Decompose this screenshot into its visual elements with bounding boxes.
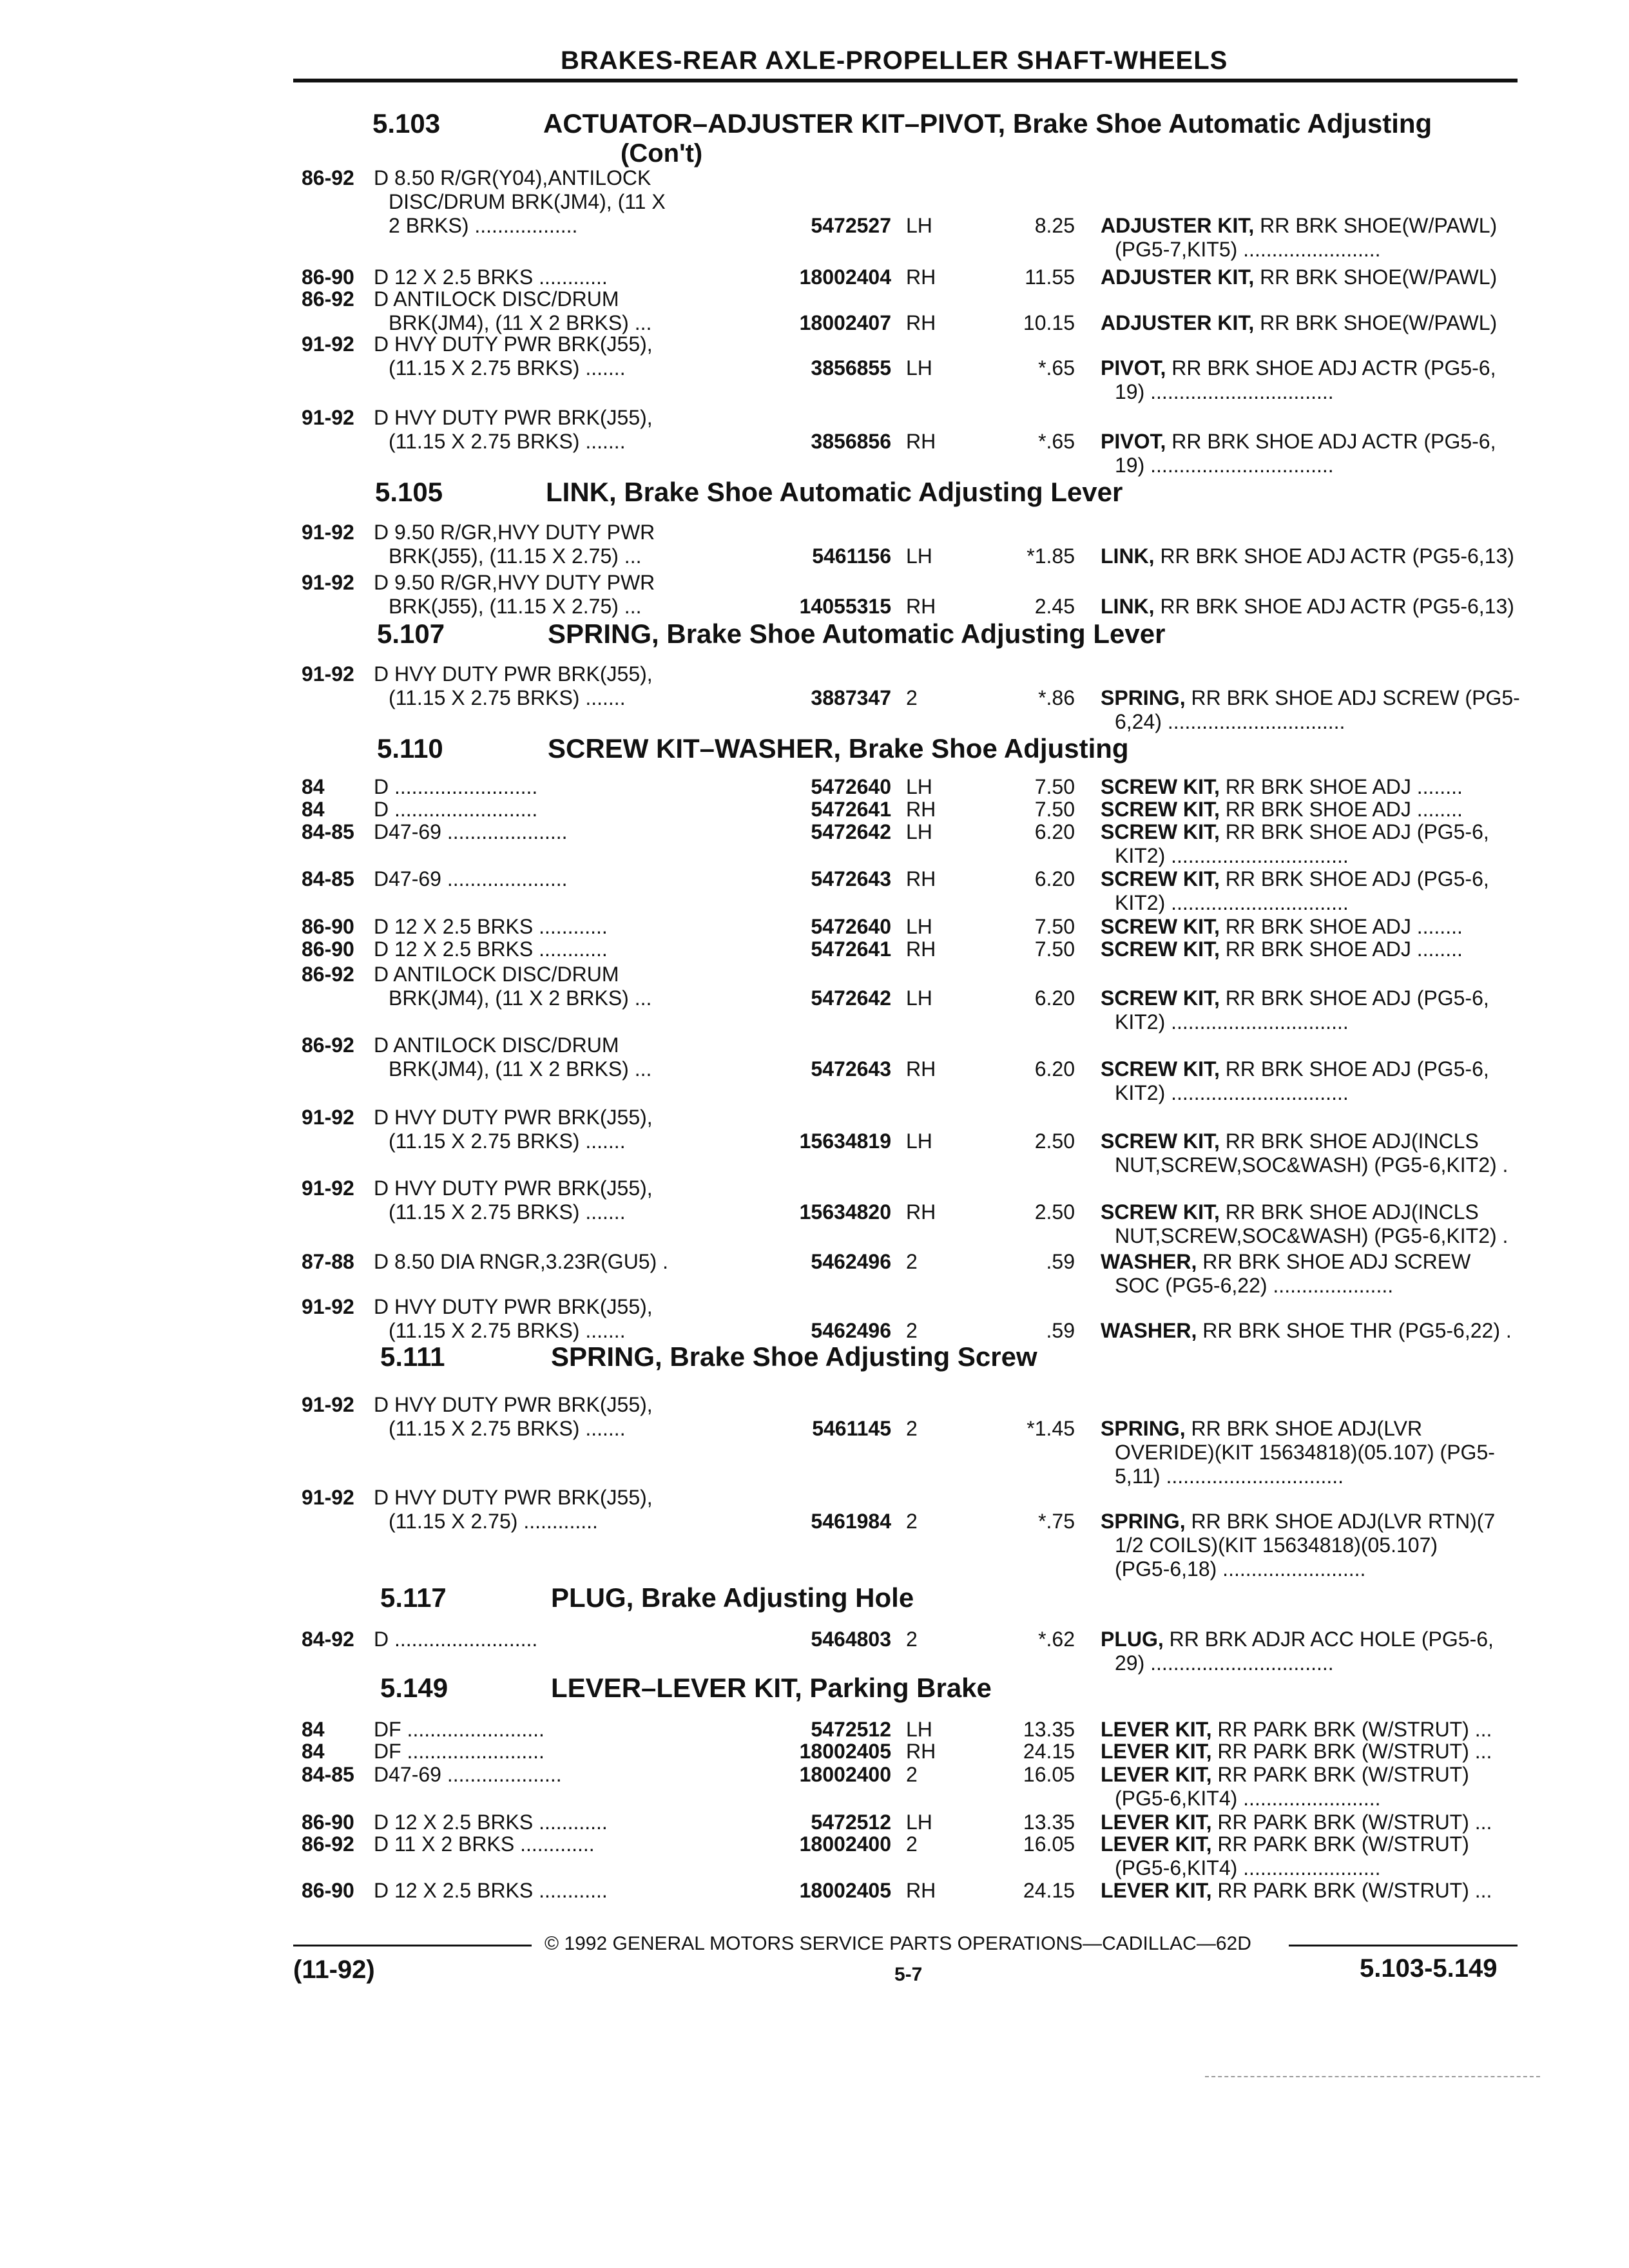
part-name-continued: (PG5-6,KIT4) ........................: [1115, 1856, 1381, 1879]
part-description-line: (11.15 X 2.75 BRKS) .......: [389, 1319, 626, 1342]
part-name: [1101, 798, 1463, 822]
section-number: 5.149: [380, 1673, 448, 1703]
price: 2.45: [1034, 595, 1075, 618]
model-years: 84-92: [302, 1628, 354, 1651]
header-rule: [293, 79, 1518, 82]
quantity: 2: [906, 1319, 918, 1342]
part-description-line: D .........................: [374, 1628, 538, 1651]
part-description-line: D 8.50 R/GR(Y04),ANTILOCK: [374, 166, 651, 189]
part-name-detail: RR BRK SHOE ADJ ........: [1225, 915, 1463, 938]
price: 6.20: [1034, 1057, 1075, 1081]
section-heading: [377, 619, 1537, 657]
model-years: 91-92: [302, 571, 354, 594]
quantity: LH: [906, 1718, 932, 1741]
section-name: SPRING, Brake Shoe Automatic Adjusting Lever: [548, 619, 1166, 649]
part-name: [1101, 430, 1496, 454]
section-number: 5.105: [375, 477, 443, 507]
quantity: RH: [906, 1200, 936, 1224]
model-years: 91-92: [302, 406, 354, 429]
part-name: [1101, 1417, 1422, 1441]
footer-copyright: © 1992 GENERAL MOTORS SERVICE PARTS OPERATIONS—CADILLAC—62D: [545, 1933, 1251, 1954]
part-name-detail: RR BRK SHOE ADJ ACTR (PG5-6,: [1171, 356, 1496, 380]
part-name-detail: RR PARK BRK (W/STRUT) ...: [1217, 1811, 1492, 1834]
price: .59: [1046, 1319, 1075, 1342]
part-name: [1101, 1200, 1479, 1224]
price: 16.05: [1023, 1832, 1075, 1856]
part-number: 5472640: [811, 775, 891, 798]
part-name-keyword: SPRING,: [1101, 686, 1186, 709]
section-number: 5.103: [372, 108, 441, 139]
quantity: LH: [906, 356, 932, 380]
quantity: RH: [906, 430, 936, 453]
part-number: 5472641: [811, 798, 891, 821]
part-description-line: D HVY DUTY PWR BRK(J55),: [374, 1295, 653, 1318]
part-name-continued: (PG5-6,18) .........................: [1115, 1557, 1366, 1581]
part-name-continued: KIT2) ...............................: [1115, 844, 1349, 867]
part-name-detail: RR BRK SHOE(W/PAWL): [1260, 214, 1498, 237]
part-name-detail: RR BRK SHOE ADJ(LVR: [1191, 1417, 1423, 1440]
model-years: 84: [302, 1718, 325, 1741]
part-name: [1101, 986, 1489, 1010]
part-description-line: D ANTILOCK DISC/DRUM: [374, 963, 619, 986]
footer-date: (11-92): [293, 1956, 375, 1984]
part-name-keyword: PIVOT,: [1101, 356, 1166, 380]
part-name-keyword: PIVOT,: [1101, 430, 1166, 453]
part-name-keyword: SPRING,: [1101, 1417, 1186, 1440]
part-description-line: D 12 X 2.5 BRKS ............: [374, 265, 608, 289]
part-name-detail: RR BRK SHOE THR (PG5-6,22) .: [1202, 1319, 1512, 1342]
part-number: 18002400: [799, 1832, 891, 1856]
part-name-keyword: SCREW KIT,: [1101, 867, 1220, 890]
model-years: 84-85: [302, 1763, 354, 1786]
section-heading: [380, 1341, 1540, 1380]
part-description-line: D HVY DUTY PWR BRK(J55),: [374, 662, 653, 686]
quantity: LH: [906, 775, 932, 798]
part-name-continued: NUT,SCREW,SOC&WASH) (PG5-6,KIT2) .: [1115, 1153, 1509, 1177]
part-name-keyword: PLUG,: [1101, 1628, 1164, 1651]
part-number: 5461984: [811, 1510, 891, 1533]
quantity: RH: [906, 1740, 936, 1763]
part-description-line: DF ........................: [374, 1718, 545, 1741]
part-name-detail: RR BRK SHOE ADJ ........: [1225, 775, 1463, 798]
price: 6.20: [1034, 867, 1075, 890]
part-number: 15634820: [799, 1200, 891, 1224]
part-number: 5472512: [811, 1811, 891, 1834]
part-number: 5472641: [811, 937, 891, 961]
price: 7.50: [1034, 915, 1075, 938]
part-name-keyword: SCREW KIT,: [1101, 1129, 1220, 1153]
part-description-line: D ANTILOCK DISC/DRUM: [374, 1033, 619, 1057]
section-name: LEVER–LEVER KIT, Parking Brake: [551, 1673, 992, 1703]
part-description-line: D HVY DUTY PWR BRK(J55),: [374, 332, 653, 356]
price: 6.20: [1034, 986, 1075, 1010]
price: *.75: [1038, 1510, 1075, 1533]
part-name-keyword: LINK,: [1101, 544, 1155, 568]
part-name: [1101, 867, 1489, 891]
part-name-keyword: SCREW KIT,: [1101, 937, 1220, 961]
part-name: [1101, 356, 1496, 380]
part-name: [1101, 820, 1489, 844]
part-description-line: DF ........................: [374, 1740, 545, 1763]
price: 8.25: [1034, 214, 1075, 237]
part-description-line: D 9.50 R/GR,HVY DUTY PWR: [374, 521, 655, 544]
part-name-keyword: SPRING,: [1101, 1510, 1186, 1533]
model-years: 86-90: [302, 915, 354, 938]
price: *.65: [1038, 356, 1075, 380]
model-years: 84: [302, 798, 325, 821]
price: 24.15: [1023, 1879, 1075, 1902]
price: 10.15: [1023, 311, 1075, 334]
part-description-line: D HVY DUTY PWR BRK(J55),: [374, 1106, 653, 1129]
part-name: [1101, 265, 1497, 289]
model-years: 86-92: [302, 1832, 354, 1856]
part-name-detail: RR BRK SHOE ADJ ACTR (PG5-6,: [1171, 430, 1496, 453]
part-description-line: D HVY DUTY PWR BRK(J55),: [374, 1486, 653, 1509]
part-name-detail: RR BRK SHOE ADJ ........: [1225, 937, 1463, 961]
part-description-line: D .........................: [374, 798, 538, 821]
model-years: 91-92: [302, 1393, 354, 1416]
part-name-continued: 6,24) ...............................: [1115, 710, 1345, 733]
section-heading: [380, 1673, 1540, 1711]
model-years: 84: [302, 775, 325, 798]
quantity: LH: [906, 986, 932, 1010]
part-name: [1101, 937, 1463, 961]
part-description-line: D 12 X 2.5 BRKS ............: [374, 937, 608, 961]
part-description-line: BRK(JM4), (11 X 2 BRKS) ...: [389, 986, 652, 1010]
footer-page-number: 5-7: [894, 1964, 923, 1985]
quantity: LH: [906, 820, 932, 843]
model-years: 84-85: [302, 820, 354, 843]
part-name-detail: RR BRK SHOE ADJ ........: [1225, 798, 1463, 821]
part-name: [1101, 1250, 1470, 1274]
part-description-line: (11.15 X 2.75 BRKS) .......: [389, 1200, 626, 1224]
part-description-line: DISC/DRUM BRK(JM4), (11 X: [389, 190, 666, 213]
part-number: 5472642: [811, 820, 891, 843]
part-name-keyword: LEVER KIT,: [1101, 1832, 1212, 1856]
price: 13.35: [1023, 1811, 1075, 1834]
model-years: 86-92: [302, 963, 354, 986]
model-years: 91-92: [302, 521, 354, 544]
price: .59: [1046, 1250, 1075, 1273]
footer-section-range: 5.103-5.149: [1360, 1954, 1498, 1983]
part-number: 5472640: [811, 915, 891, 938]
section-heading: [380, 1582, 1540, 1621]
part-name-continued: KIT2) ...............................: [1115, 1081, 1349, 1104]
section-name: ACTUATOR–ADJUSTER KIT–PIVOT, Brake Shoe Automatic Adjusting: [543, 108, 1432, 139]
quantity: RH: [906, 265, 936, 289]
model-years: 86-92: [302, 287, 354, 311]
part-name: [1101, 214, 1497, 238]
price: 6.20: [1034, 820, 1075, 843]
page-header-title: BRAKES-REAR AXLE-PROPELLER SHAFT-WHEELS: [561, 46, 1228, 75]
quantity: 2: [906, 1763, 918, 1786]
section-number: 5.111: [380, 1341, 445, 1372]
part-name: [1101, 595, 1514, 619]
quantity: 2: [906, 686, 918, 709]
part-name-detail: RR PARK BRK (W/STRUT) ...: [1217, 1718, 1492, 1741]
model-years: 86-92: [302, 166, 354, 189]
model-years: 86-90: [302, 1879, 354, 1902]
footer-rule-left: [293, 1945, 532, 1946]
part-number: 18002400: [799, 1763, 891, 1786]
part-name-detail: RR PARK BRK (W/STRUT) ...: [1217, 1740, 1492, 1763]
part-number: 3856855: [811, 356, 891, 380]
model-years: 91-92: [302, 1295, 354, 1318]
quantity: 2: [906, 1628, 918, 1651]
part-name: [1101, 775, 1463, 799]
section-heading: [377, 733, 1537, 772]
part-name-keyword: LEVER KIT,: [1101, 1763, 1212, 1786]
part-name-detail: RR BRK SHOE ADJ (PG5-6,: [1225, 1057, 1489, 1081]
quantity: LH: [906, 214, 932, 237]
part-name-detail: RR BRK SHOE(W/PAWL): [1260, 265, 1498, 289]
part-name: [1101, 1129, 1479, 1153]
part-name-continued: 1/2 COILS)(KIT 15634818)(05.107): [1115, 1533, 1438, 1557]
part-number: 5472643: [811, 1057, 891, 1081]
part-name-detail: RR BRK SHOE ADJ(INCLS: [1225, 1129, 1479, 1153]
part-name-continued: SOC (PG5-6,22) .....................: [1115, 1274, 1394, 1297]
part-number: 3856856: [811, 430, 891, 453]
part-name-detail: RR BRK SHOE ADJ(LVR RTN)(7: [1191, 1510, 1496, 1533]
model-years: 84: [302, 1740, 325, 1763]
quantity: RH: [906, 1879, 936, 1902]
price: 13.35: [1023, 1718, 1075, 1741]
part-description-line: D 8.50 DIA RNGR,3.23R(GU5) .: [374, 1250, 669, 1273]
part-name: [1101, 1319, 1512, 1343]
part-name-keyword: ADJUSTER KIT,: [1101, 265, 1255, 289]
quantity: 2: [906, 1832, 918, 1856]
section-number: 5.107: [377, 619, 445, 649]
part-number: 5464803: [811, 1628, 891, 1651]
model-years: 91-92: [302, 1106, 354, 1129]
part-description-line: D HVY DUTY PWR BRK(J55),: [374, 1177, 653, 1200]
part-description-line: D 9.50 R/GR,HVY DUTY PWR: [374, 571, 655, 594]
part-name-keyword: WASHER,: [1101, 1250, 1197, 1273]
part-description-line: BRK(JM4), (11 X 2 BRKS) ...: [389, 311, 652, 334]
part-name: [1101, 1057, 1489, 1081]
section-name: PLUG, Brake Adjusting Hole: [551, 1582, 914, 1613]
price: *.86: [1038, 686, 1075, 709]
part-name-detail: RR BRK SHOE ADJ ACTR (PG5-6,13): [1160, 544, 1514, 568]
part-name-detail: RR BRK SHOE ADJ (PG5-6,: [1225, 986, 1489, 1010]
part-name-continued: KIT2) ...............................: [1115, 1010, 1349, 1033]
part-description-line: 2 BRKS) ..................: [389, 214, 578, 237]
part-name-detail: RR BRK SHOE ADJ SCREW: [1202, 1250, 1471, 1273]
part-name: [1101, 1832, 1469, 1856]
part-description-line: D ANTILOCK DISC/DRUM: [374, 287, 619, 311]
price: *1.45: [1027, 1417, 1075, 1440]
part-description-line: D HVY DUTY PWR BRK(J55),: [374, 406, 653, 429]
part-name-detail: RR BRK SHOE ADJ (PG5-6,: [1225, 820, 1489, 843]
part-name: [1101, 1510, 1495, 1533]
quantity: LH: [906, 1811, 932, 1834]
part-name-keyword: SCREW KIT,: [1101, 1200, 1220, 1224]
part-description-line: (11.15 X 2.75 BRKS) .......: [389, 1417, 626, 1440]
quantity: RH: [906, 311, 936, 334]
section-name: SPRING, Brake Shoe Adjusting Screw: [551, 1341, 1037, 1372]
part-name-continued: 29) ................................: [1115, 1651, 1334, 1675]
part-name-detail: RR BRK SHOE ADJ (PG5-6,: [1225, 867, 1489, 890]
part-name: [1101, 1879, 1492, 1903]
part-description-line: D47-69 .....................: [374, 820, 568, 843]
part-name: [1101, 686, 1520, 710]
part-description-line: BRK(JM4), (11 X 2 BRKS) ...: [389, 1057, 652, 1081]
part-name: [1101, 1811, 1492, 1834]
part-name-detail: RR BRK SHOE ADJ SCREW (PG5-: [1191, 686, 1520, 709]
price: 7.50: [1034, 775, 1075, 798]
part-number: 5461156: [812, 544, 891, 568]
quantity: RH: [906, 867, 936, 890]
section-name: SCREW KIT–WASHER, Brake Shoe Adjusting: [548, 733, 1129, 764]
model-years: 91-92: [302, 1486, 354, 1509]
part-name-keyword: SCREW KIT,: [1101, 986, 1220, 1010]
part-number: 5462496: [811, 1250, 891, 1273]
part-number: 3887347: [811, 686, 891, 709]
part-number: 5472527: [811, 214, 891, 237]
quantity: RH: [906, 1057, 936, 1081]
quantity: LH: [906, 544, 932, 568]
section-continued: (Con't): [621, 139, 703, 168]
part-name-detail: RR PARK BRK (W/STRUT): [1217, 1832, 1469, 1856]
part-description-line: (11.15 X 2.75 BRKS) .......: [389, 430, 626, 453]
price: *.65: [1038, 430, 1075, 453]
quantity: LH: [906, 1129, 932, 1153]
model-years: 86-92: [302, 1033, 354, 1057]
part-description-line: BRK(J55), (11.15 X 2.75) ...: [389, 544, 642, 568]
part-name-detail: RR BRK ADJR ACC HOLE (PG5-6,: [1169, 1628, 1494, 1651]
part-name-keyword: SCREW KIT,: [1101, 798, 1220, 821]
part-name-detail: RR BRK SHOE(W/PAWL): [1260, 311, 1498, 334]
price: 2.50: [1034, 1200, 1075, 1224]
price: 2.50: [1034, 1129, 1075, 1153]
part-name: [1101, 1628, 1494, 1651]
part-name-keyword: ADJUSTER KIT,: [1101, 214, 1255, 237]
model-years: 84-85: [302, 867, 354, 890]
part-description-line: D 11 X 2 BRKS .............: [374, 1832, 595, 1856]
part-name-continued: 19) ................................: [1115, 380, 1334, 403]
scan-artifact-line: [1205, 2076, 1540, 2079]
part-number: 5472642: [811, 986, 891, 1010]
part-description-line: (11.15 X 2.75 BRKS) .......: [389, 356, 626, 380]
part-number: 18002404: [799, 265, 891, 289]
part-description-line: D 12 X 2.5 BRKS ............: [374, 1811, 608, 1834]
part-name-keyword: LEVER KIT,: [1101, 1811, 1212, 1834]
part-name-continued: (PG5-7,KIT5) ........................: [1115, 238, 1381, 261]
section-heading: [375, 477, 1535, 515]
part-name-detail: RR BRK SHOE ADJ ACTR (PG5-6,13): [1160, 595, 1514, 618]
part-number: 5472643: [811, 867, 891, 890]
part-description-line: D47-69 .....................: [374, 867, 568, 890]
quantity: RH: [906, 595, 936, 618]
price: 24.15: [1023, 1740, 1075, 1763]
part-name: [1101, 1763, 1469, 1787]
part-name-keyword: SCREW KIT,: [1101, 1057, 1220, 1081]
part-number: 15634819: [799, 1129, 891, 1153]
price: *.62: [1038, 1628, 1075, 1651]
part-name-detail: RR PARK BRK (W/STRUT) ...: [1217, 1879, 1492, 1902]
quantity: RH: [906, 937, 936, 961]
part-description-line: BRK(J55), (11.15 X 2.75) ...: [389, 595, 642, 618]
part-number: 18002407: [799, 311, 891, 334]
part-name-keyword: WASHER,: [1101, 1319, 1197, 1342]
part-name: [1101, 915, 1463, 939]
part-description-line: D 12 X 2.5 BRKS ............: [374, 1879, 608, 1902]
footer-rule-right: [1289, 1945, 1518, 1946]
model-years: 91-92: [302, 1177, 354, 1200]
part-name-keyword: LEVER KIT,: [1101, 1718, 1212, 1741]
part-name: [1101, 1718, 1492, 1742]
part-name-keyword: SCREW KIT,: [1101, 820, 1220, 843]
model-years: 86-90: [302, 1811, 354, 1834]
part-name: [1101, 1740, 1492, 1763]
part-name-continued: 5,11) ...............................: [1115, 1465, 1344, 1488]
model-years: 86-90: [302, 265, 354, 289]
part-name-keyword: LEVER KIT,: [1101, 1740, 1212, 1763]
price: *1.85: [1027, 544, 1075, 568]
section-number: 5.110: [377, 733, 443, 764]
price: 7.50: [1034, 937, 1075, 961]
model-years: 91-92: [302, 662, 354, 686]
quantity: 2: [906, 1250, 918, 1273]
part-description-line: D 12 X 2.5 BRKS ............: [374, 915, 608, 938]
part-name-detail: RR BRK SHOE ADJ(INCLS: [1225, 1200, 1479, 1224]
part-name-keyword: ADJUSTER KIT,: [1101, 311, 1255, 334]
part-name-keyword: LEVER KIT,: [1101, 1879, 1212, 1902]
part-number: 5461145: [812, 1417, 891, 1440]
quantity: 2: [906, 1510, 918, 1533]
part-name-keyword: SCREW KIT,: [1101, 915, 1220, 938]
model-years: 86-90: [302, 937, 354, 961]
model-years: 91-92: [302, 332, 354, 356]
part-description-line: (11.15 X 2.75 BRKS) .......: [389, 1129, 626, 1153]
quantity: RH: [906, 798, 936, 821]
part-name-keyword: SCREW KIT,: [1101, 775, 1220, 798]
part-name-continued: (PG5-6,KIT4) ........................: [1115, 1787, 1381, 1810]
section-name: LINK, Brake Shoe Automatic Adjusting Lever: [546, 477, 1123, 507]
part-name-continued: NUT,SCREW,SOC&WASH) (PG5-6,KIT2) .: [1115, 1224, 1509, 1247]
part-number: 18002405: [799, 1740, 891, 1763]
part-number: 14055315: [799, 595, 891, 618]
part-name-continued: 19) ................................: [1115, 454, 1334, 477]
section-number: 5.117: [380, 1582, 447, 1613]
part-name: [1101, 544, 1514, 568]
part-description-line: D .........................: [374, 775, 538, 798]
part-name-continued: KIT2) ...............................: [1115, 891, 1349, 914]
part-name-detail: RR PARK BRK (W/STRUT): [1217, 1763, 1469, 1786]
part-name: [1101, 311, 1497, 335]
part-description-line: (11.15 X 2.75 BRKS) .......: [389, 686, 626, 709]
price: 11.55: [1025, 265, 1075, 289]
part-number: 5462496: [811, 1319, 891, 1342]
price: 7.50: [1034, 798, 1075, 821]
part-name-continued: OVERIDE)(KIT 15634818)(05.107) (PG5-: [1115, 1441, 1495, 1464]
part-number: 5472512: [811, 1718, 891, 1741]
part-description-line: D47-69 ....................: [374, 1763, 562, 1786]
part-number: 18002405: [799, 1879, 891, 1902]
section-heading: [372, 108, 1532, 168]
part-name-keyword: LINK,: [1101, 595, 1155, 618]
quantity: 2: [906, 1417, 918, 1440]
price: 16.05: [1023, 1763, 1075, 1786]
part-description-line: D HVY DUTY PWR BRK(J55),: [374, 1393, 653, 1416]
part-description-line: (11.15 X 2.75) .............: [389, 1510, 598, 1533]
quantity: LH: [906, 915, 932, 938]
model-years: 87-88: [302, 1250, 354, 1273]
